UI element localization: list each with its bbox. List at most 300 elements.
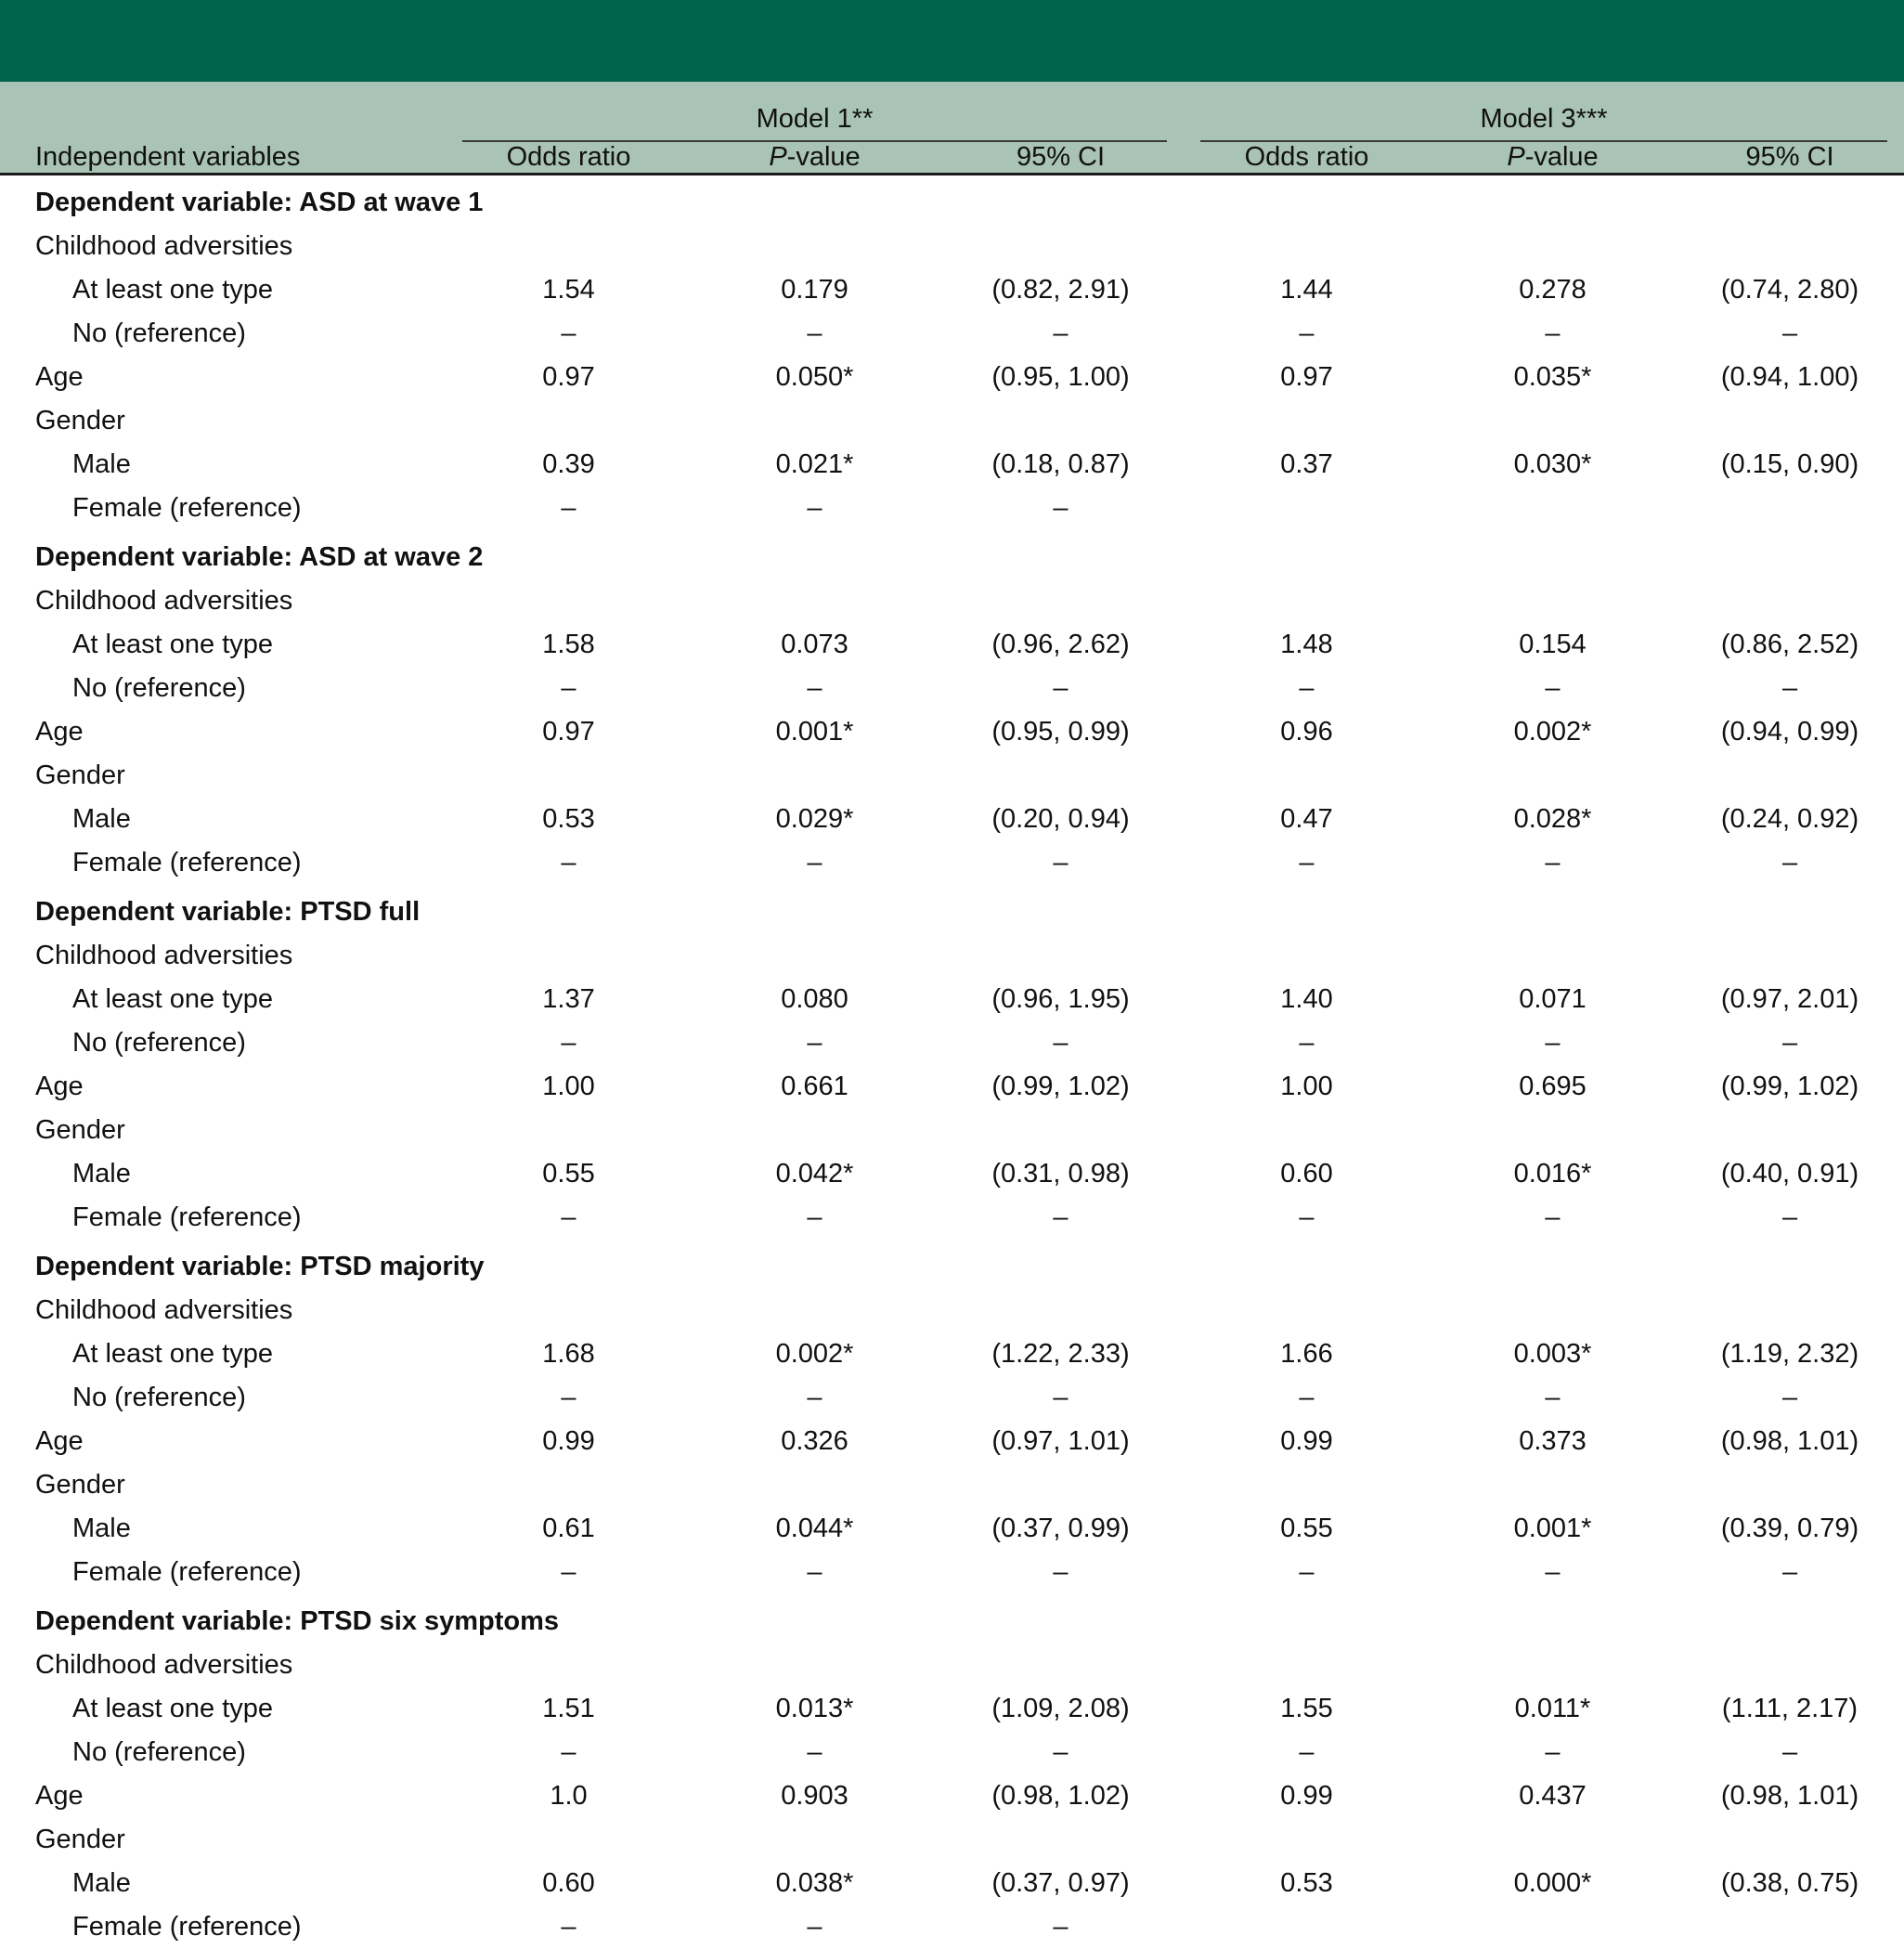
- table-row-label: Male: [72, 1868, 131, 1898]
- table-cell: –: [807, 1557, 822, 1587]
- table-row-label: At least one type: [72, 984, 274, 1014]
- table-row-label: Male: [72, 1159, 131, 1189]
- table-row: [0, 1774, 1904, 1818]
- table-cell: (0.99, 1.02): [991, 1072, 1130, 1101]
- table-cell: [1430, 1644, 1676, 1687]
- table-cell: [1676, 225, 1904, 268]
- table-cell: [1430, 1818, 1676, 1862]
- table-row: [0, 1420, 1904, 1463]
- table-cell: [1184, 487, 1430, 530]
- table-cell: –: [1545, 1028, 1561, 1058]
- table-row-label: No (reference): [72, 673, 246, 703]
- table-cell: –: [561, 673, 576, 703]
- table-cell: [692, 1463, 938, 1507]
- table-cell: (1.19, 2.32): [1720, 1339, 1859, 1369]
- table-cell: [938, 1463, 1184, 1507]
- table-cell: [938, 1818, 1184, 1862]
- table-cell: [1184, 754, 1430, 798]
- table-row: [0, 1862, 1904, 1905]
- table-cell: 1.37: [542, 984, 595, 1014]
- table-cell: 1.40: [1280, 984, 1333, 1014]
- table-row: [0, 1687, 1904, 1731]
- table-cell: (0.15, 0.90): [1720, 449, 1859, 479]
- table-cell: 1.48: [1280, 630, 1333, 659]
- table-cell: (0.98, 1.02): [991, 1781, 1130, 1811]
- group-header-row: [0, 82, 1904, 142]
- table-cell: –: [1781, 1383, 1798, 1412]
- table-cell: (0.20, 0.94): [991, 804, 1130, 834]
- header-table: [0, 82, 1904, 173]
- table-row: [0, 1818, 1904, 1862]
- table-cell: 0.042*: [775, 1159, 854, 1189]
- table-cell: –: [1781, 1028, 1798, 1058]
- table-cell: 1.44: [1280, 275, 1333, 305]
- table-cell: –: [807, 493, 822, 523]
- table-cell: [1430, 1463, 1676, 1507]
- table-cell: –: [1299, 1383, 1315, 1412]
- table-cell: 0.038*: [775, 1868, 854, 1898]
- table-cell: –: [1781, 848, 1798, 877]
- p-suffix-m3: -value: [1524, 142, 1599, 172]
- table-cell: (0.39, 0.79): [1720, 1514, 1859, 1543]
- table-cell: [938, 1644, 1184, 1687]
- table-cell: –: [1053, 673, 1069, 703]
- table-cell: 1.55: [1280, 1694, 1333, 1723]
- table-row: [0, 399, 1904, 443]
- table-cell: 0.080: [781, 984, 848, 1014]
- table-cell: 0.99: [1280, 1426, 1333, 1456]
- table-row-label: At least one type: [72, 275, 274, 305]
- table-cell: 0.179: [781, 275, 848, 305]
- table-cell: 0.55: [542, 1159, 595, 1189]
- table-row-label: Male: [72, 1514, 131, 1543]
- table-cell: –: [1299, 318, 1315, 348]
- table-cell: [1184, 579, 1430, 623]
- table-section-header-row: [0, 175, 1904, 225]
- table-row-label: Childhood adversities: [35, 586, 293, 616]
- table-cell: –: [561, 848, 576, 877]
- column-header-row: [0, 142, 1904, 173]
- table-cell: 0.278: [1519, 275, 1587, 305]
- table-section-title: Dependent variable: PTSD majority: [35, 1252, 485, 1281]
- group-header-model-3-label: Model 3***: [1480, 104, 1608, 134]
- table-row-label: Female (reference): [72, 493, 302, 523]
- table-cell: –: [1781, 1737, 1798, 1767]
- table-row-label: Gender: [35, 1825, 125, 1854]
- table-row: [0, 312, 1904, 356]
- table-cell: [1430, 934, 1676, 978]
- table-row-label: At least one type: [72, 1694, 274, 1723]
- table-cell: –: [1545, 673, 1561, 703]
- table-row: [0, 1463, 1904, 1507]
- table-cell: [692, 1644, 938, 1687]
- table-cell: (0.24, 0.92): [1720, 804, 1859, 834]
- table-row: [0, 1507, 1904, 1551]
- table-cell: [446, 1644, 692, 1687]
- table-section-header-row: [0, 530, 1904, 579]
- table-row-label: No (reference): [72, 1028, 246, 1058]
- table-cell: 0.61: [542, 1514, 595, 1543]
- table-cell: (0.97, 2.01): [1720, 984, 1859, 1014]
- table-cell: –: [1299, 673, 1315, 703]
- table-cell: –: [1299, 1557, 1315, 1587]
- table-row: [0, 934, 1904, 978]
- table-cell: [1676, 399, 1904, 443]
- column-header-independent-variables: Independent variables: [35, 142, 301, 172]
- p-italic-m1: P: [769, 142, 787, 172]
- table-cell: [446, 399, 692, 443]
- table-cell: –: [807, 1383, 822, 1412]
- table-cell: [446, 1289, 692, 1332]
- table-cell: 0.073: [781, 630, 848, 659]
- table-cell: –: [1053, 1383, 1069, 1412]
- table-row: [0, 1289, 1904, 1332]
- table-cell: [692, 1109, 938, 1152]
- table-row-label: No (reference): [72, 1737, 246, 1767]
- p-italic-m3: P: [1507, 142, 1525, 172]
- table-cell: [1676, 1905, 1904, 1949]
- table-cell: –: [1781, 318, 1798, 348]
- table-cell: (0.99, 1.02): [1720, 1072, 1859, 1101]
- table-cell: –: [1053, 1202, 1069, 1232]
- table-cell: 0.326: [781, 1426, 848, 1456]
- column-header-ci-m1: 95% CI: [1016, 142, 1106, 172]
- table-cell: [1676, 754, 1904, 798]
- table-cell: (0.95, 1.00): [991, 362, 1130, 392]
- table-cell: (0.37, 0.99): [991, 1514, 1130, 1543]
- table-cell: 0.99: [1280, 1781, 1333, 1811]
- top-color-bar: [0, 0, 1904, 82]
- table-row-label: Male: [72, 449, 131, 479]
- table-cell: 0.028*: [1513, 804, 1592, 834]
- table-cell: [1184, 934, 1430, 978]
- table-cell: [692, 754, 938, 798]
- table-row: [0, 1196, 1904, 1240]
- table-cell: [1676, 1289, 1904, 1332]
- table-cell: –: [1781, 673, 1798, 703]
- table-row: [0, 356, 1904, 399]
- table-row-label: Gender: [35, 406, 125, 435]
- table-cell: [1184, 1109, 1430, 1152]
- table-cell: [938, 225, 1184, 268]
- table-cell: 0.154: [1519, 630, 1587, 659]
- table-cell: [938, 934, 1184, 978]
- table-cell: [1184, 1644, 1430, 1687]
- table-header-band: [0, 82, 1904, 173]
- table-cell: 0.39: [542, 449, 595, 479]
- table-section-header-row: [0, 885, 1904, 934]
- table-cell: [1184, 1463, 1430, 1507]
- table-cell: (1.11, 2.17): [1721, 1694, 1859, 1723]
- table-cell: –: [1545, 1557, 1561, 1587]
- table-cell: –: [561, 1202, 576, 1232]
- table-section-title: Dependent variable: PTSD full: [35, 897, 421, 927]
- table-cell: [1676, 934, 1904, 978]
- table-cell: –: [807, 1028, 822, 1058]
- table-cell: [446, 934, 692, 978]
- table-cell: 0.695: [1519, 1072, 1587, 1101]
- table-cell: (0.37, 0.97): [991, 1868, 1130, 1898]
- table-cell: –: [1299, 1028, 1315, 1058]
- table-cell: –: [807, 673, 822, 703]
- p-suffix-m1: -value: [786, 142, 861, 172]
- table-row-label: Age: [35, 1426, 84, 1456]
- table-row: [0, 1109, 1904, 1152]
- table-cell: [1184, 1818, 1430, 1862]
- table-cell: [446, 754, 692, 798]
- table-cell: [446, 225, 692, 268]
- table-cell: –: [1545, 318, 1561, 348]
- table-cell: (0.40, 0.91): [1720, 1159, 1859, 1189]
- table-cell: [938, 754, 1184, 798]
- table-cell: –: [1299, 848, 1315, 877]
- table-cell: 0.050*: [775, 362, 854, 392]
- group-header-spacer: [0, 82, 446, 142]
- table-cell: 0.030*: [1513, 449, 1592, 479]
- column-header-odds-ratio-m3: Odds ratio: [1244, 142, 1369, 172]
- table-cell: 0.071: [1519, 984, 1587, 1014]
- table-cell: 1.51: [542, 1694, 595, 1723]
- table-row-label: Gender: [35, 760, 125, 790]
- table-cell: –: [1053, 1557, 1069, 1587]
- table-cell: (0.82, 2.91): [991, 275, 1130, 305]
- table-row-label: Age: [35, 1072, 84, 1101]
- table-cell: –: [807, 318, 822, 348]
- table-row: [0, 268, 1904, 312]
- table-section-title: Dependent variable: PTSD six symptoms: [35, 1606, 560, 1636]
- table-cell: 0.011*: [1514, 1694, 1591, 1723]
- table-row: [0, 1376, 1904, 1420]
- table-cell: 0.002*: [775, 1339, 854, 1369]
- table-cell: 0.373: [1519, 1426, 1587, 1456]
- table-cell: (1.09, 2.08): [991, 1694, 1130, 1723]
- table-cell: [1430, 399, 1676, 443]
- table-cell: [1676, 487, 1904, 530]
- table-cell: 0.035*: [1513, 362, 1592, 392]
- table-cell: –: [807, 848, 822, 877]
- table-cell: (0.98, 1.01): [1720, 1426, 1859, 1456]
- table-row: [0, 841, 1904, 885]
- table-cell: 1.00: [542, 1072, 595, 1101]
- table-cell: [938, 1289, 1184, 1332]
- table-row: [0, 978, 1904, 1021]
- table-cell: (0.97, 1.01): [991, 1426, 1130, 1456]
- table-cell: [1430, 754, 1676, 798]
- table-cell: [446, 1109, 692, 1152]
- table-cell: 0.003*: [1513, 1339, 1592, 1369]
- table-row: [0, 1644, 1904, 1687]
- table-cell: 0.97: [1280, 362, 1333, 392]
- table-row: [0, 710, 1904, 754]
- table-cell: –: [561, 493, 576, 523]
- table-cell: –: [1545, 1737, 1561, 1767]
- table-cell: –: [1781, 1202, 1798, 1232]
- table-row-label: Female (reference): [72, 1202, 302, 1232]
- table-cell: (0.31, 0.98): [991, 1159, 1130, 1189]
- table-cell: –: [1545, 848, 1561, 877]
- table-cell: –: [561, 1912, 576, 1942]
- table-cell: 0.60: [542, 1868, 595, 1898]
- table-cell: 0.97: [542, 717, 595, 747]
- table-cell: 1.66: [1280, 1339, 1333, 1369]
- table-row: [0, 798, 1904, 841]
- table-cell: [938, 1109, 1184, 1152]
- table-row: [0, 1021, 1904, 1065]
- table-row: [0, 667, 1904, 710]
- table-cell: [692, 399, 938, 443]
- table-cell: –: [807, 1202, 822, 1232]
- table-cell: 1.68: [542, 1339, 595, 1369]
- table-cell: –: [561, 1028, 576, 1058]
- table-cell: [692, 934, 938, 978]
- table-row: [0, 443, 1904, 487]
- table-cell: –: [1053, 1737, 1069, 1767]
- table-cell: 1.54: [542, 275, 595, 305]
- table-cell: –: [561, 1737, 576, 1767]
- table-row-label: Female (reference): [72, 1912, 302, 1942]
- table-section-title: Dependent variable: ASD at wave 1: [35, 188, 484, 217]
- table-cell: –: [1299, 1737, 1315, 1767]
- group-header-model-3: [1184, 82, 1904, 142]
- table-row: [0, 1065, 1904, 1109]
- table-row-label: Childhood adversities: [35, 941, 293, 970]
- table-row-label: Age: [35, 717, 84, 747]
- table-cell: [1430, 579, 1676, 623]
- table-cell: 0.029*: [775, 804, 854, 834]
- table-cell: (0.18, 0.87): [991, 449, 1130, 479]
- table-row-label: Age: [35, 362, 84, 392]
- table-cell: 1.0: [550, 1781, 588, 1811]
- table-cell: (0.95, 0.99): [991, 717, 1130, 747]
- table-cell: [938, 579, 1184, 623]
- table-cell: [1676, 1463, 1904, 1507]
- table-row-label: Gender: [35, 1115, 125, 1145]
- table-cell: [1676, 1644, 1904, 1687]
- table-cell: (1.22, 2.33): [991, 1339, 1130, 1369]
- table-row: [0, 579, 1904, 623]
- table-cell: (0.38, 0.75): [1720, 1868, 1859, 1898]
- table-cell: –: [1053, 493, 1069, 523]
- table-body: [0, 175, 1904, 1949]
- table-cell: (0.94, 0.99): [1720, 717, 1859, 747]
- table-cell: [1676, 1818, 1904, 1862]
- table-cell: –: [1299, 1202, 1315, 1232]
- table-cell: –: [807, 1912, 822, 1942]
- table-cell: –: [1053, 848, 1069, 877]
- table-cell: 0.437: [1519, 1781, 1587, 1811]
- table-cell: [1430, 225, 1676, 268]
- table-row: [0, 1332, 1904, 1376]
- table-row-label: Male: [72, 804, 131, 834]
- table-cell: [1430, 487, 1676, 530]
- table-row: [0, 487, 1904, 530]
- table-cell: 1.00: [1280, 1072, 1333, 1101]
- table-cell: (0.96, 1.95): [991, 984, 1130, 1014]
- table-cell: [446, 1818, 692, 1862]
- table-section-header-row: [0, 1240, 1904, 1289]
- data-table: [0, 175, 1904, 1949]
- table-cell: 0.97: [542, 362, 595, 392]
- table-section-header-row: [0, 1594, 1904, 1644]
- table-cell: 0.99: [542, 1426, 595, 1456]
- table-cell: [938, 399, 1184, 443]
- table-cell: [692, 225, 938, 268]
- table-cell: 0.016*: [1513, 1159, 1592, 1189]
- table-row: [0, 1731, 1904, 1774]
- table-cell: 0.000*: [1513, 1868, 1592, 1898]
- column-header-p-value-m3: [1430, 142, 1676, 173]
- table-row-label: Female (reference): [72, 1557, 302, 1587]
- table-cell: 0.37: [1280, 449, 1333, 479]
- table-section-title: Dependent variable: ASD at wave 2: [35, 542, 484, 572]
- table-cell: (0.96, 2.62): [991, 630, 1130, 659]
- table-cell: –: [1545, 1202, 1561, 1232]
- table-cell: –: [561, 1383, 576, 1412]
- table-cell: 1.58: [542, 630, 595, 659]
- table-cell: 0.001*: [775, 717, 854, 747]
- table-cell: 0.903: [781, 1781, 848, 1811]
- table-cell: 0.044*: [775, 1514, 854, 1543]
- table-row-label: No (reference): [72, 1383, 246, 1412]
- table-row: [0, 1905, 1904, 1949]
- table-row: [0, 1551, 1904, 1594]
- table-cell: [1184, 399, 1430, 443]
- group-header-model-1-label: Model 1**: [756, 104, 874, 134]
- table-cell: [446, 1463, 692, 1507]
- table-cell: [692, 1818, 938, 1862]
- table-cell: 0.002*: [1513, 717, 1592, 747]
- table-cell: –: [1053, 1912, 1069, 1942]
- table-cell: 0.021*: [775, 449, 854, 479]
- table-cell: (0.94, 1.00): [1720, 362, 1859, 392]
- table-cell: 0.47: [1280, 804, 1333, 834]
- table-cell: [1430, 1289, 1676, 1332]
- table-cell: –: [561, 1557, 576, 1587]
- table-row: [0, 623, 1904, 667]
- table-cell: [1184, 225, 1430, 268]
- table-cell: (0.86, 2.52): [1720, 630, 1859, 659]
- table-cell: 0.55: [1280, 1514, 1333, 1543]
- table-cell: 0.53: [542, 804, 595, 834]
- table-cell: [1184, 1289, 1430, 1332]
- table-row-label: No (reference): [72, 318, 246, 348]
- table-row-label: Female (reference): [72, 848, 302, 877]
- table-cell: 0.001*: [1513, 1514, 1592, 1543]
- table-cell: –: [807, 1737, 822, 1767]
- table-cell: 0.661: [781, 1072, 848, 1101]
- table-cell: [692, 1289, 938, 1332]
- table-cell: [1676, 1109, 1904, 1152]
- table-cell: –: [1545, 1383, 1561, 1412]
- table-row: [0, 225, 1904, 268]
- column-header-p-value-m1: [692, 142, 938, 173]
- group-header-model-1: [446, 82, 1184, 142]
- column-header-ci-m3: 95% CI: [1745, 142, 1834, 172]
- table-row-label: Childhood adversities: [35, 1650, 293, 1680]
- table-cell: [692, 579, 938, 623]
- table-cell: –: [1053, 318, 1069, 348]
- table-row-label: Childhood adversities: [35, 231, 293, 261]
- table-row-label: At least one type: [72, 630, 274, 659]
- table-cell: [1430, 1109, 1676, 1152]
- table-cell: [1676, 579, 1904, 623]
- table-cell: 0.013*: [775, 1694, 854, 1723]
- table-row-label: At least one type: [72, 1339, 274, 1369]
- table-cell: 0.60: [1280, 1159, 1333, 1189]
- table-cell: [1184, 1905, 1430, 1949]
- table-row: [0, 754, 1904, 798]
- table-cell: –: [1781, 1557, 1798, 1587]
